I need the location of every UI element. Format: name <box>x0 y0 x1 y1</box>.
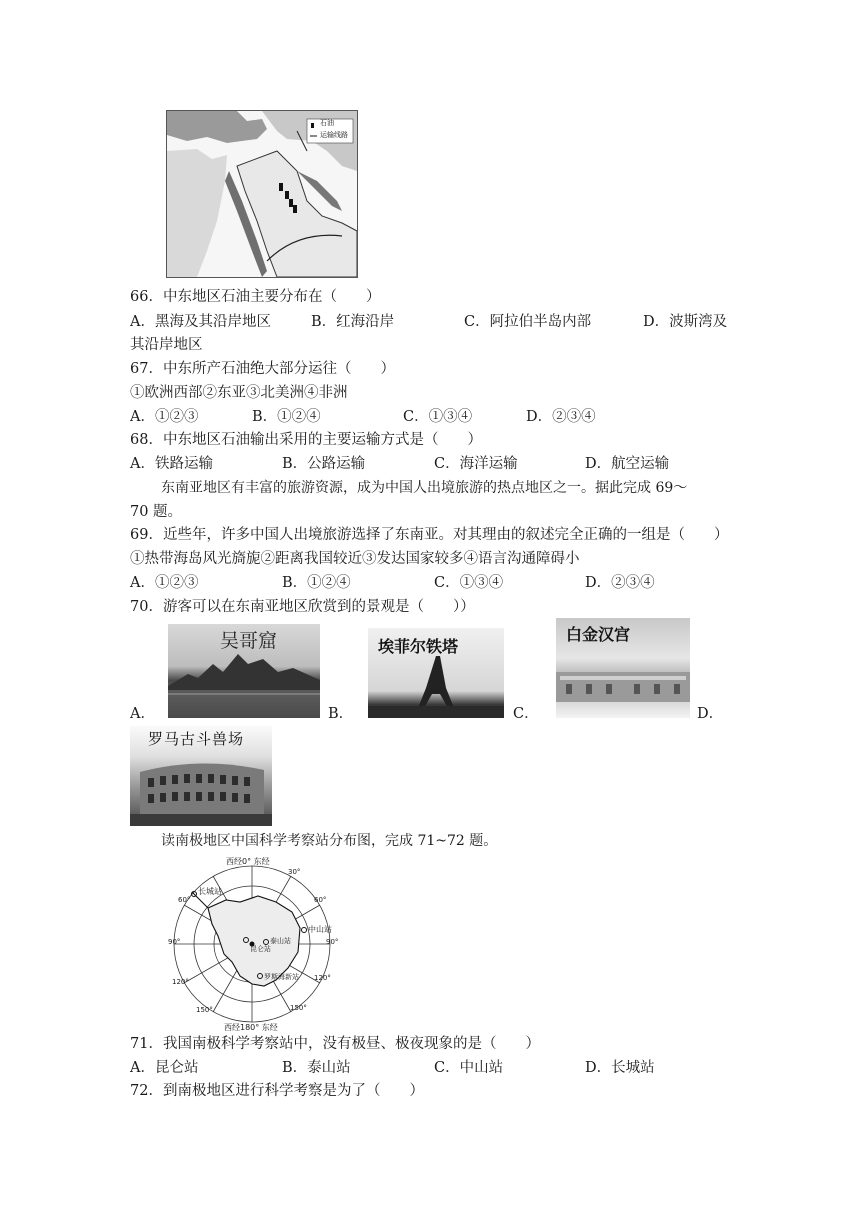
q71-option-d[interactable]: D．长城站 <box>585 1060 655 1076</box>
antarctica-west60-label: 60° <box>178 896 191 904</box>
q69-option-c[interactable]: C．①③④ <box>434 575 504 591</box>
intro-69-70-line2: 70 题。 <box>130 504 183 520</box>
station-luosi: 罗斯海新站 <box>264 973 299 981</box>
q69-items: ①热带海岛风光旖旎②距离我国较近③发达国家较多④语言沟通障碍小 <box>130 551 580 567</box>
q70-photo-eiffel-tower[interactable] <box>368 628 504 718</box>
antarctica-deg90-label: 90° <box>326 938 339 946</box>
q72-stem: 72．到南极地区进行科学考察是为了（ ） <box>130 1083 424 1099</box>
q70-option-b[interactable]: B． <box>328 706 354 722</box>
photo-label-eiffel-tower: 埃菲尔铁塔 <box>378 637 459 656</box>
q70-photo-colosseum[interactable] <box>130 726 272 826</box>
station-taishan: 泰山站 <box>270 937 291 945</box>
q66-option-a[interactable]: A．黑海及其沿岸地区 <box>130 314 271 330</box>
antarctica-bottom-label: 西经180° 东经 <box>224 1023 278 1032</box>
legend-oil-label: 石油 <box>320 119 334 127</box>
q70-photo-buckingham-palace[interactable] <box>556 618 690 718</box>
antarctica-west90-label: 90° <box>168 938 181 946</box>
intro-69-70-line1: 东南亚地区有丰富的旅游资源，成为中国人出境旅游的热点地区之一。据此完成 69～ <box>161 480 688 496</box>
q66-option-b[interactable]: B．红海沿岸 <box>311 314 395 330</box>
q70-option-c[interactable]: C． <box>513 706 539 722</box>
q70-stem: 70．游客可以在东南亚地区欣赏到的景观是（ ）） <box>130 599 475 615</box>
photo-label-colosseum: 罗马古斗兽场 <box>148 730 245 748</box>
antarctica-top-label: 西经0° 东经 <box>226 857 270 866</box>
q67-option-d[interactable]: D．②③④ <box>526 409 596 425</box>
q68-option-d[interactable]: D．航空运输 <box>585 456 670 472</box>
q68-stem: 68．中东地区石油输出采用的主要运输方式是（ ） <box>130 432 482 448</box>
q67-stem: 67．中东所产石油绝大部分运往（ ） <box>130 361 395 377</box>
antarctica-deg150-label: 150° <box>290 1004 307 1012</box>
intro-71-72: 读南极地区中国科学考察站分布图，完成 71~72 题。 <box>161 833 498 849</box>
q71-option-a[interactable]: A．昆仑站 <box>130 1060 199 1076</box>
antarctica-stations-map <box>168 856 340 1032</box>
q70-photo-angkor-wat[interactable] <box>168 624 320 718</box>
q68-option-b[interactable]: B．公路运输 <box>282 456 366 472</box>
station-zhongshan: 中山站 <box>308 925 332 934</box>
antarctica-deg120-label: 120° <box>314 974 331 982</box>
q66-option-c[interactable]: C．阿拉伯半岛内部 <box>464 314 592 330</box>
antarctica-deg30-label: 30° <box>288 868 301 876</box>
photo-label-buckingham-palace: 白金汉宫 <box>566 625 631 644</box>
q69-option-b[interactable]: B．①②④ <box>282 575 351 591</box>
antarctica-deg60-label: 60° <box>314 896 327 904</box>
q70-option-d[interactable]: D． <box>697 706 724 722</box>
q69-option-a[interactable]: A．①②③ <box>130 575 199 591</box>
antarctica-west150-label: 150° <box>196 1006 213 1014</box>
q70-option-a[interactable]: A． <box>130 706 155 722</box>
q67-option-b[interactable]: B．①②④ <box>252 409 321 425</box>
station-changcheng: 长城站 <box>198 887 222 896</box>
q69-stem: 69．近些年，许多中国人出境旅游选择了东南亚。对其理由的叙述完全正确的一组是（ ） <box>130 527 729 543</box>
q68-option-c[interactable]: C．海洋运输 <box>434 456 518 472</box>
q66-option-d-cont: 其沿岸地区 <box>130 337 203 353</box>
legend-route-label: 运输线路 <box>320 131 348 139</box>
q67-items: ①欧洲西部②东亚③北美洲④非洲 <box>130 385 348 401</box>
station-kunlun: 昆仑站 <box>250 945 271 953</box>
q71-option-c[interactable]: C．中山站 <box>434 1060 504 1076</box>
q67-option-a[interactable]: A．①②③ <box>130 409 199 425</box>
antarctica-west120-label: 120° <box>172 978 189 986</box>
middle-east-oil-map <box>166 110 358 278</box>
q67-option-c[interactable]: C．①③④ <box>403 409 473 425</box>
photo-label-angkor-wat: 吴哥窟 <box>220 630 278 652</box>
q68-option-a[interactable]: A．铁路运输 <box>130 456 213 472</box>
q66-option-d[interactable]: D．波斯湾及 <box>643 314 728 330</box>
q66-stem: 66．中东地区石油主要分布在（ ） <box>130 289 381 305</box>
q71-stem: 71．我国南极科学考察站中，没有极昼、极夜现象的是（ ） <box>130 1036 540 1052</box>
q71-option-b[interactable]: B．泰山站 <box>282 1060 351 1076</box>
q69-option-d[interactable]: D．②③④ <box>585 575 655 591</box>
